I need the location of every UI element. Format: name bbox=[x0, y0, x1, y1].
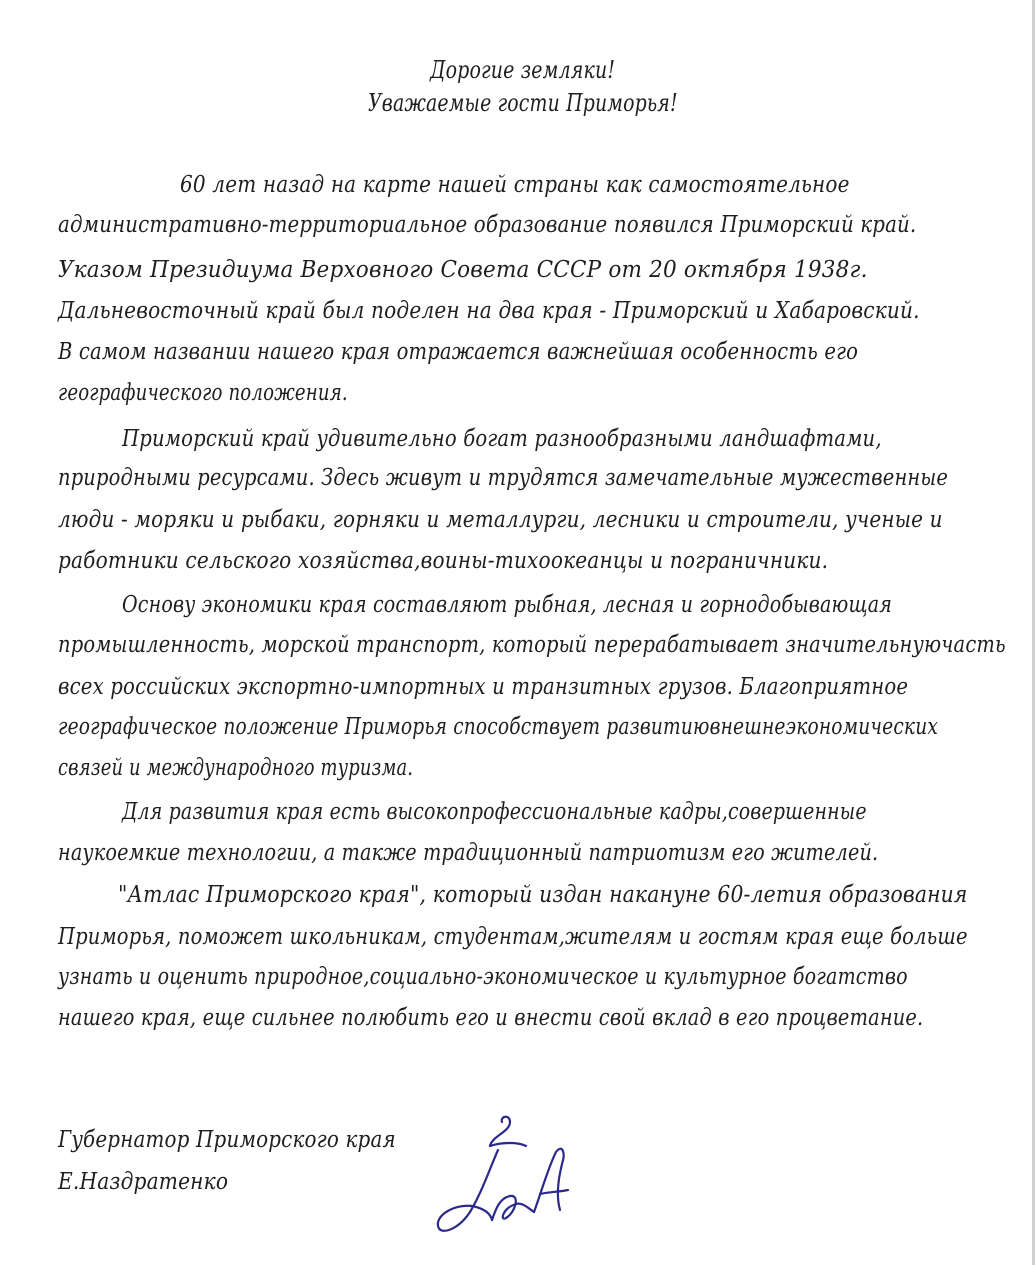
paragraph-1-line-5: В самом названии нашего края отражается важнейшая особенность его bbox=[58, 339, 859, 365]
governor-name: Е.Наздратенко bbox=[58, 1169, 229, 1195]
paragraph-1-line-4: Дальневосточный край был поделен на два края - Приморский и Хабаровский. bbox=[58, 298, 920, 324]
paragraph-3-line-1: Основу экономики края составляют рыбная, лесная и горнодобывающая bbox=[122, 592, 893, 618]
governor-title: Губернатор Приморского края bbox=[58, 1127, 396, 1153]
paragraph-3-line-5: связей и международного туризма. bbox=[58, 755, 414, 781]
greeting-line-2: Уважаемые гости Приморья! bbox=[368, 89, 678, 117]
paragraph-2-line-4: работники сельского хозяйства,воины-тихоокеанцы и пограничники. bbox=[58, 548, 829, 574]
paragraph-2-line-2: природными ресурсами. Здесь живут и трудятся замечательные мужественные bbox=[58, 465, 949, 491]
paragraph-3-line-4: географическое положение Приморья способствует развитиювнешнеэкономических bbox=[58, 714, 939, 740]
paragraph-5-line-2: Приморья, поможет школьникам, студентам,жителям и гостям края еще больше bbox=[58, 924, 968, 950]
paragraph-3-line-2: промышленность, морской транспорт, который перерабатывает значительнуючасть bbox=[58, 632, 1006, 658]
signature-image bbox=[430, 1112, 580, 1240]
paragraph-5-line-3: узнать и оценить природное,социально-экономическое и культурное богатство bbox=[58, 964, 908, 990]
greeting-line-1: Дорогие земляки! bbox=[430, 56, 616, 84]
paragraph-2-line-3: люди - моряки и рыбаки, горняки и металлурги, лесники и строители, ученые и bbox=[58, 507, 943, 533]
paragraph-4-line-1: Для развития края есть высокопрофессиональные кадры,совершенные bbox=[122, 799, 867, 825]
paragraph-5-line-1: "Атлас Приморского края", который издан накануне 60-летия образования bbox=[118, 882, 968, 908]
paragraph-3-line-3: всех российских экспортно-импортных и транзитных грузов. Благоприятное bbox=[58, 674, 909, 700]
paragraph-4-line-2: наукоемкие технологии, а также традиционный патриотизм его жителей. bbox=[58, 840, 879, 866]
paragraph-2-line-1: Приморский край удивительно богат разнообразными ландшафтами, bbox=[122, 426, 882, 452]
paragraph-1-line-1: 60 лет назад на карте нашей страны как самостоятельное bbox=[180, 172, 850, 198]
paragraph-1-line-2: административно-территориальное образование появился Приморский край. bbox=[58, 212, 917, 238]
paragraph-1-line-3: Указом Президиума Верховного Совета СССР от 20 октября 1938г. bbox=[58, 257, 868, 283]
paragraph-1-line-6: географического положения. bbox=[58, 380, 348, 406]
paragraph-5-line-4: нашего края, еще сильнее полюбить его и внести свой вклад в его процветание. bbox=[58, 1005, 924, 1031]
